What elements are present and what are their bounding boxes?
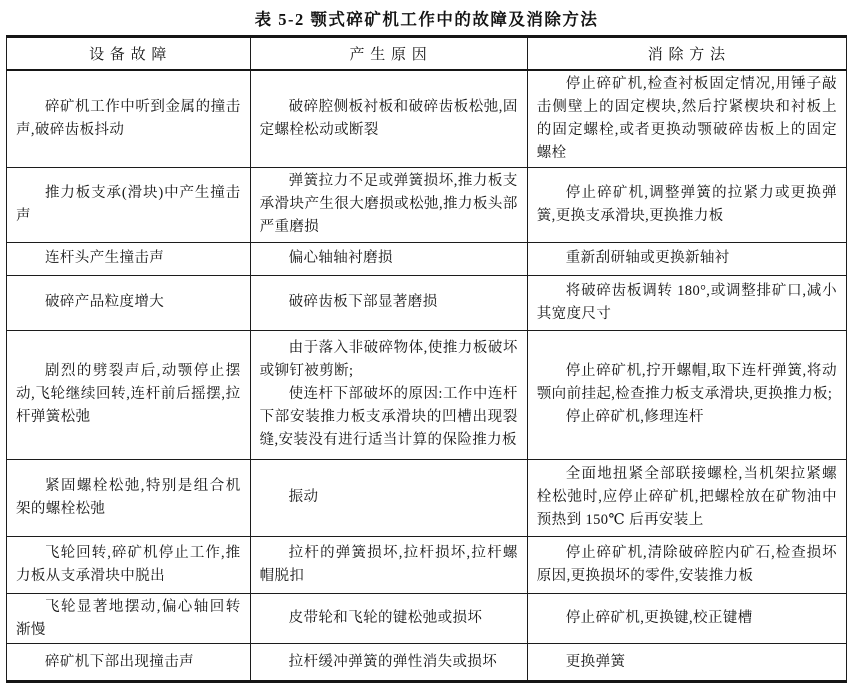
fault-cell xyxy=(7,459,251,536)
fix-cell xyxy=(527,536,846,593)
cell-text: 紧固螺栓松弛,特别是组合机架的螺栓松弛 xyxy=(16,477,241,517)
cell-text: 使连杆下部破坏的原因:工作中连杆下部安装推力板支承滑块的凹槽出现裂缝,安装没有进行适当计算的保险推力板 xyxy=(259,386,518,448)
cause-cell xyxy=(250,459,527,536)
cell-text: 停止碎矿机,更换键,校正键槽 xyxy=(565,610,753,627)
table-row xyxy=(7,536,847,593)
column-header-fix: 消 除 方 法 xyxy=(527,37,846,71)
fix-cell xyxy=(527,70,846,167)
cell-text: 破碎腔侧板衬板和破碎齿板松弛,固定螺栓松动或断裂 xyxy=(259,98,518,138)
cell-text: 更换弹簧 xyxy=(565,653,626,670)
cell-text: 碎矿机下部出现撞击声 xyxy=(45,653,194,670)
cell-text: 连杆头产生撞击声 xyxy=(45,250,165,267)
fault-cell xyxy=(7,536,251,593)
table-row xyxy=(7,593,847,644)
column-header-cause: 产 生 原 因 xyxy=(250,37,527,71)
cell-text: 推力板支承(滑块)中产生撞击声 xyxy=(16,184,241,224)
cell-text: 飞轮显著地摆动,偏心轴回转渐慢 xyxy=(16,598,241,638)
page-title: 表 5-2 颚式碎矿机工作中的故障及消除方法 xyxy=(254,10,599,29)
table-row xyxy=(7,275,847,330)
cause-cell xyxy=(250,330,527,459)
fault-cell xyxy=(7,330,251,459)
table-row xyxy=(7,167,847,242)
table-row xyxy=(7,459,847,536)
cell-text: 将破碎齿板调转 180°,或调整排矿口,减小其宽度尺寸 xyxy=(536,282,837,322)
fix-cell xyxy=(527,459,846,536)
fix-cell xyxy=(527,593,846,644)
cell-text: 停止碎矿机,检查衬板固定情况,用锤子敲击侧壁上的固定楔块,然后拧紧楔块和衬板上的固定螺栓,或者更换动颚破碎齿板上的固定螺栓 xyxy=(536,76,837,161)
fault-cell xyxy=(7,593,251,644)
cause-cell xyxy=(250,593,527,644)
cell-text: 破碎产品粒度增大 xyxy=(45,294,165,311)
fix-cell xyxy=(527,275,846,330)
table-row xyxy=(7,330,847,459)
cell-text: 全面地扭紧全部联接螺栓,当机架拉紧螺栓松弛时,应停止碎矿机,把螺栓放在矿物油中预热到 150℃ 后再安装上 xyxy=(536,466,837,529)
fix-cell xyxy=(527,167,846,242)
cell-text: 振动 xyxy=(288,489,319,506)
cell-text: 停止碎矿机,拧开螺帽,取下连杆弹簧,将动颚向前挂起,检查推力板支承滑块,更换推力板; xyxy=(536,363,837,403)
cell-text: 停止碎矿机,调整弹簧的拉紧力或更换弹簧,更换支承滑块,更换推力板 xyxy=(536,184,837,224)
cell-text: 由于落入非破碎物体,使推力板破坏或铆钉被剪断; xyxy=(259,340,518,380)
cause-cell xyxy=(250,275,527,330)
cell-text: 飞轮回转,碎矿机停止工作,推力板从支承滑块中脱出 xyxy=(16,544,241,584)
cell-text: 拉杆缓冲弹簧的弹性消失或损坏 xyxy=(288,653,498,670)
cell-text: 破碎齿板下部显著磨损 xyxy=(288,294,438,311)
cell-text: 停止碎矿机,修理连杆 xyxy=(565,409,704,426)
fault-table xyxy=(6,35,847,683)
cause-cell xyxy=(250,167,527,242)
fix-cell xyxy=(527,242,846,275)
cell-text: 偏心轴轴衬磨损 xyxy=(288,250,393,267)
cell-text: 拉杆的弹簧损坏,拉杆损坏,拉杆螺帽脱扣 xyxy=(259,544,518,584)
cause-cell xyxy=(250,242,527,275)
cell-text: 停止碎矿机,清除破碎腔内矿石,检查损坏原因,更换损坏的零件,安装推力板 xyxy=(536,544,837,584)
table-header-row xyxy=(7,37,847,71)
column-header-fault: 设 备 故 障 xyxy=(7,37,251,71)
table-row xyxy=(7,70,847,167)
fix-cell xyxy=(527,330,846,459)
cause-cell xyxy=(250,536,527,593)
cell-text: 剧烈的劈裂声后,动颚停止摆动,飞轮继续回转,连杆前后摇摆,拉杆弹簧松弛 xyxy=(16,363,241,426)
cell-text: 碎矿机工作中听到金属的撞击声,破碎齿板抖动 xyxy=(16,98,241,138)
cell-text: 弹簧拉力不足或弹簧损坏,推力板支承滑块产生很大磨损或松弛,推力板头部严重磨损 xyxy=(259,173,518,236)
fault-cell xyxy=(7,275,251,330)
fault-cell xyxy=(7,242,251,275)
table-row xyxy=(7,242,847,275)
fault-cell xyxy=(7,167,251,242)
fault-cell xyxy=(7,70,251,167)
cause-cell xyxy=(250,70,527,167)
cell-text: 皮带轮和飞轮的键松弛或损坏 xyxy=(288,610,483,627)
cell-text: 重新刮研轴或更换新轴衬 xyxy=(565,250,730,267)
